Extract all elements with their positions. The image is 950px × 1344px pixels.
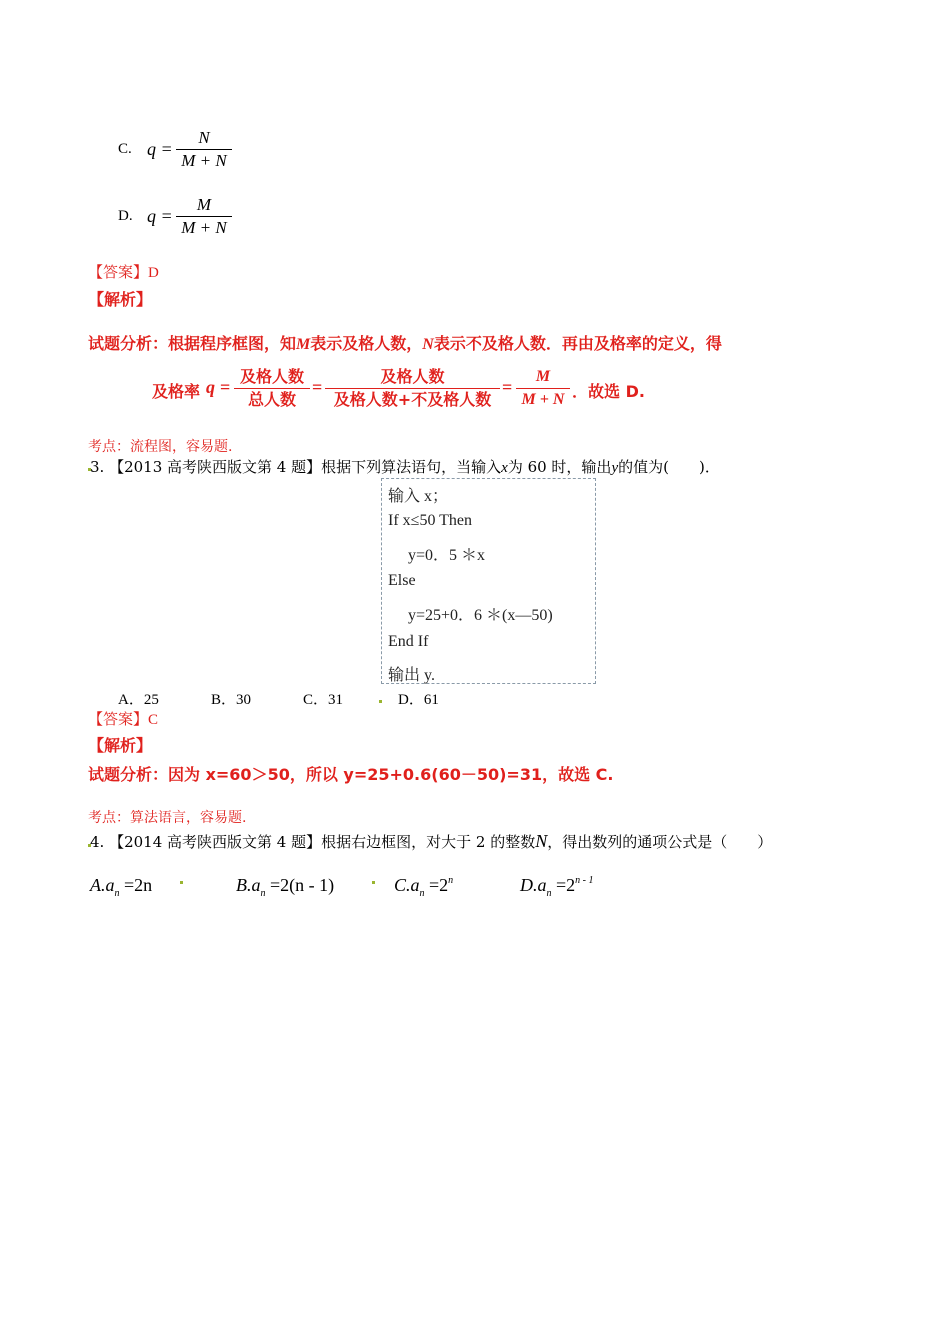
rate-fraction-1 [234, 366, 310, 411]
fraction-denominator: 总人数 [247, 390, 296, 409]
option-c [394, 875, 453, 899]
stem-text: 为 60 时，输出 [507, 458, 612, 476]
option-c-label: C. [118, 141, 132, 157]
q3-stem [90, 456, 720, 477]
q3-answer [88, 708, 158, 729]
q2-answer [88, 261, 159, 282]
option-b: B．30 [211, 692, 252, 708]
stem-text: 根据右边框图，对大于 2 的整数 [321, 833, 536, 851]
rate-conclusion: ．故选 D. [572, 382, 645, 401]
option-subscript: n [419, 888, 425, 899]
option-d-fraction [176, 194, 232, 239]
option-subscript: n [114, 888, 120, 899]
stem-text: ，得出数列的通项公式是（ ） [547, 833, 773, 851]
code-line: If x≤50 Then [388, 512, 473, 529]
option-a: A．25 [118, 692, 159, 708]
option-d-label: D. [118, 208, 133, 224]
margin-marker [372, 881, 375, 884]
fraction-denominator: M + N [521, 391, 565, 408]
stem-var-n: N [535, 831, 548, 851]
rate-fraction-2 [325, 366, 500, 411]
option-text: =2n [119, 875, 153, 895]
fraction-denominator: M + N [181, 218, 227, 237]
option-c-fraction [176, 127, 232, 172]
fraction-numerator: M [196, 195, 212, 214]
q2-analysis-text [88, 331, 722, 354]
analysis-text-part: 试题分析：根据程序框图，知 [88, 334, 297, 353]
option-text: =2(n - 1) [265, 875, 335, 895]
option-a [90, 875, 152, 899]
option-d [520, 875, 594, 899]
fraction-denominator: 及格人数+不及格人数 [333, 390, 492, 409]
question-source: 【2014 高考陕西版文第 4 题】 [109, 833, 322, 851]
option-text: =2 [551, 875, 576, 895]
rate-label: 及格率 [152, 382, 201, 401]
algorithm-code-box [381, 478, 596, 684]
fraction-denominator: M + N [181, 151, 227, 170]
question-number: 4. [90, 833, 105, 851]
option-d: D．61 [398, 692, 439, 708]
option-text: D.a [520, 875, 547, 895]
rate-fraction-3 [516, 366, 570, 411]
fraction-numerator: 及格人数 [239, 367, 304, 386]
code-line: 输出 y. [388, 667, 435, 684]
option-subscript: n [546, 888, 552, 899]
fraction-numerator: M [535, 368, 551, 385]
fraction-numerator: N [198, 128, 210, 147]
q3-analysis-text: 试题分析：因为 x=60＞50，所以 y=25+0.6(60－50)=31，故选 C. [88, 765, 614, 784]
q2-kaodian: 考点：流程图，容易题. [88, 439, 233, 455]
rate-equals: = [312, 377, 323, 397]
option-superscript: n - 1 [575, 875, 594, 886]
rate-equals: = [502, 377, 513, 397]
code-line: Else [388, 572, 416, 589]
option-text: C.a [394, 875, 420, 895]
answer-value: D [148, 265, 159, 281]
option-c: C．31 [303, 692, 344, 708]
code-line: y=25+0．6 ＊(x—50) [408, 607, 553, 624]
q3-analysis-heading: 【解析】 [88, 736, 153, 755]
option-b [236, 875, 334, 899]
option-c-lhs: q = [147, 139, 173, 159]
code-line: End If [388, 633, 429, 650]
option-text: B.a [236, 875, 261, 895]
option-d-lhs: q = [147, 206, 173, 226]
fraction-numerator: 及格人数 [380, 367, 445, 386]
question-number: 3. [90, 458, 105, 476]
rate-equals: = [220, 377, 231, 397]
option-superscript: n [448, 875, 454, 886]
q4-stem [90, 831, 772, 852]
stem-var-x: x [501, 460, 508, 476]
stem-text: 根据下列算法语句，当输入 [321, 458, 502, 476]
analysis-text-part: 表示及格人数， [310, 334, 423, 353]
margin-marker [379, 700, 382, 703]
q2-analysis-heading: 【解析】 [88, 290, 153, 309]
question-source: 【2013 高考陕西版文第 4 题】 [109, 458, 322, 476]
answer-bracket: 【答案】 [88, 263, 149, 281]
stem-text: 的值为( )． [618, 458, 720, 476]
analysis-text-part: 表示不及格人数．再由及格率的定义，得 [433, 334, 722, 353]
rate-q: q [206, 377, 215, 397]
option-text: =2 [424, 875, 449, 895]
analysis-var-n: N [422, 336, 434, 353]
option-text: A.a [90, 875, 115, 895]
margin-marker [180, 881, 183, 884]
analysis-var-m: M [296, 336, 311, 353]
option-subscript: n [260, 888, 266, 899]
answer-bracket: 【答案】 [88, 710, 149, 728]
code-line: y=0．5 ＊x [408, 547, 486, 564]
answer-value: C [148, 712, 159, 728]
code-line: 输入 x； [388, 488, 449, 505]
q3-kaodian: 考点：算法语言，容易题. [88, 810, 247, 826]
stem-var-y: y [611, 460, 619, 476]
